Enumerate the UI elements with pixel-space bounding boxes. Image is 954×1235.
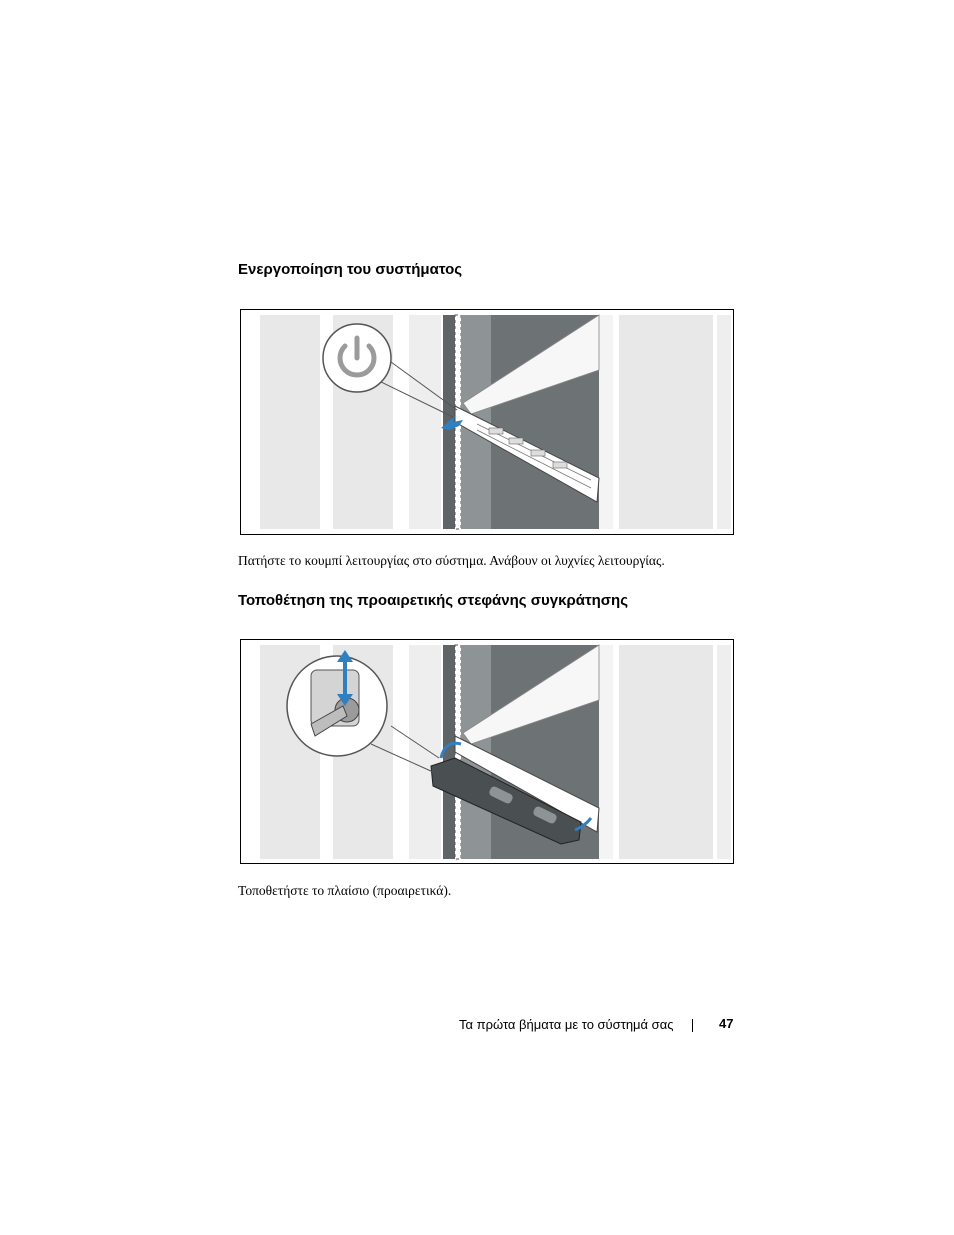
footer-title: Τα πρώτα βήματα με το σύστημά σας (459, 1017, 674, 1032)
drive-bay (489, 428, 503, 434)
rack-column (717, 315, 731, 529)
rack-column (599, 315, 613, 529)
drive-bay (531, 450, 545, 456)
section-heading-bezel: Τοποθέτηση της προαιρετικής στεφάνης συγκράτησης (238, 592, 629, 609)
footer-separator (692, 1019, 693, 1032)
figure-bezel (240, 639, 734, 864)
rack-column (619, 315, 713, 529)
rack-column (599, 645, 613, 859)
rack-column (409, 315, 441, 529)
page-number: 47 (719, 1016, 734, 1031)
caption-bezel: Τοποθετήστε το πλαίσιο (προαιρετικά). (238, 883, 452, 898)
drive-bay (553, 462, 567, 468)
rack-rail-dark (443, 645, 455, 859)
rack-column (409, 645, 441, 859)
rack-column (260, 315, 320, 529)
rack-column (717, 645, 731, 859)
figure-power-on (240, 309, 734, 535)
drive-bay (509, 438, 523, 444)
key-lock-icon (311, 670, 359, 736)
power-on-illustration (241, 310, 734, 535)
section-heading-power-on: Ενεργοποίηση του συστήματος (238, 261, 463, 278)
bezel-illustration (241, 640, 734, 864)
rack-column (619, 645, 713, 859)
caption-power-on: Πατήστε το κουμπί λειτουργίας στο σύστημα. Ανάβουν οι λυχνίες λειτουργίας. (238, 553, 665, 568)
